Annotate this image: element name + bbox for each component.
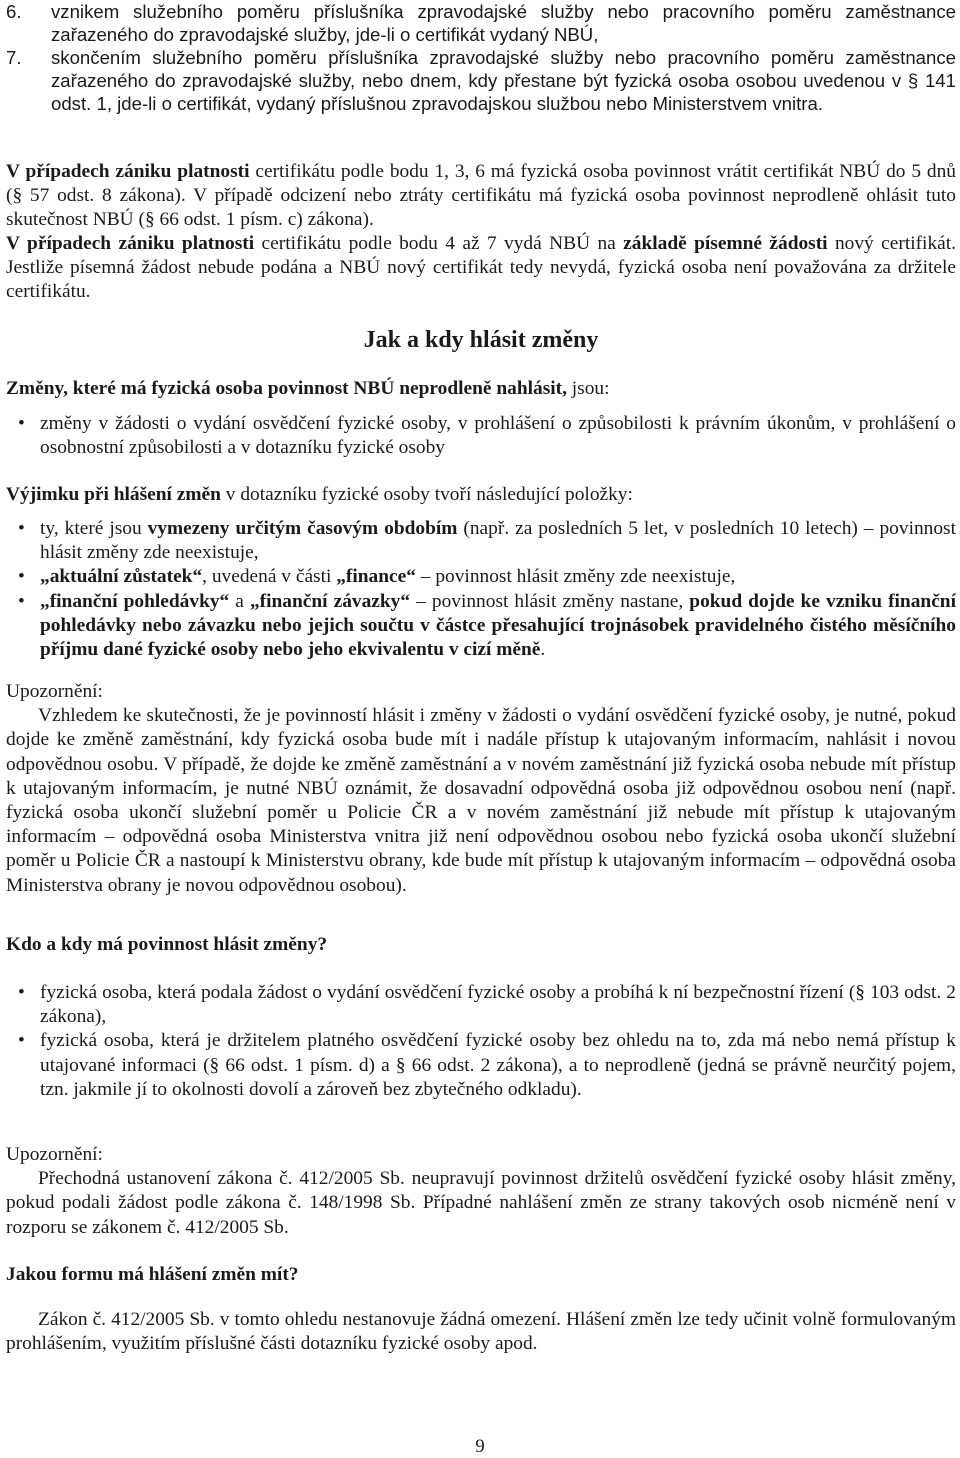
list-item: • „finanční pohledávky“ a „finanční závazky“ – povinnost hlásit změny nastane, pokud dojde ke vzniku finanční pohledávky nebo závazku nebo jejich součtu v částce přesahující trojnásobek pravidelného čistého měsíčního příjmu dané fyzické osoby nebo jeho ekvivalentu v cizí měně. — [18, 590, 956, 661]
paragraph-return-certificate — [6, 160, 956, 233]
list-item: • ty, které jsou vymezeny určitým časovým obdobím (např. za posledních 5 let, v posledních 10 letech) – povinnost hlásit změny zde neexistuje, — [18, 518, 956, 564]
bold-phrase: Změny, které má fyzická osoba povinnost NBÚ neprodleně nahlásit, — [6, 378, 567, 399]
text: certifikátu podle bodu 1, 3, 6 má fyzická osoba povinnost vrátit certifikát NBÚ do 5 dnů (§ 57 odst. 8 zákona). V případě odcizení nebo ztráty certifikátu má fyzická osoba povinnost neprodleně ohlásit tuto skutečnost NBÚ (§ 66 odst. 1 písm. c) zákona). — [6, 161, 956, 231]
text: certifikátu podle bodu 4 až 7 vydá NBÚ na — [254, 233, 624, 254]
list-item-6 — [6, 0, 956, 46]
list-item-number: 7. — [6, 47, 22, 68]
bullet-icon: • — [18, 413, 25, 434]
bold-phrase: Výjimku při hlášení změn — [6, 484, 221, 505]
list-item: • změny v žádosti o vydání osvědčení fyzické osoby, v prohlášení o způsobilosti k právním úkonům, v prohlášení o osobnostní způsobilosti a v dotazníku fyzické osoby — [18, 413, 956, 459]
warning-label: Upozornění: — [6, 1144, 103, 1165]
list-item: • fyzická osoba, která podala žádost o vydání osvědčení fyzické osoby a probíhá k ní bezpečnostní řízení (§ 103 odst. 2 zákona), — [18, 982, 956, 1028]
list-item-text: vznikem služebního poměru příslušníka zpravodajské služby nebo pracovního poměru zaměstnance zařazeného do zpravodajské služby, jde-li o certifikát vydaný NBÚ, — [51, 1, 956, 45]
bullet-icon: • — [18, 590, 25, 612]
list-item: • fyzická osoba, která je držitelem platného osvědčení fyzické osoby bez ohledu na to, zda má nebo nemá přístup k utajované informaci (§ 66 odst. 1 písm. d) a § 66 odst. 2 zákona), a to neprodleně (jedná se právně neurčitý pojem, tzn. jakmile jí to okolnosti dovolí a zároveň bez zbytečného odkladu). — [18, 1030, 956, 1100]
text: nový certifikát. Jestliže písemná žádost nebude podána a NBÚ nový certifikát tedy nevydá, fyzická osoba není považována za držitele certifikátu. — [6, 233, 956, 303]
list-item-number: 6. — [6, 1, 22, 22]
form-text: Zákon č. 412/2005 Sb. v tomto ohledu nestanovuje žádná omezení. Hlášení změn lze tedy učinit volně formulovaným prohlášením, využitím příslušné části dotazníku fyzické osoby apod. — [6, 1309, 956, 1355]
paragraph-new-certificate — [6, 232, 956, 305]
bold-phrase: V případech zániku platnosti — [6, 233, 255, 254]
bullet-icon: • — [18, 1030, 25, 1052]
changes-list — [6, 412, 956, 460]
warning-block-employment — [6, 680, 956, 898]
form-heading: Jakou formu má hlášení změn mít? — [6, 1264, 299, 1285]
numbered-list — [6, 0, 956, 115]
who-list — [6, 981, 956, 1102]
warning-text: Vzhledem ke skutečnosti, že je povinností hlásit i změny v žádosti o vydání osvědčení fyzické osoby, je nutné, pokud dojde ke změně zaměstnání, kdy fyzická osoba bude mít i nadále přístup k utajovaným informacím, nahlásit i novou odpovědnou osobu. V případě, že dojde ke změně zaměstnání a v novém zaměstnání již fyzická osoba nebude mít přístup k utajovaným informacím, je nutné NBÚ oznámit, že dosavadní odpovědná osoba již odpovědnou osobou není (např. fyzická osoba ukončí služební poměr u Policie ČR a v novém zaměstnání již nebude mít přístup k utajovaným informacím – odpovědná osoba Ministerstva vnitra již není odpovědnou osobou nebo fyzická osoba ukončí služební poměr u Policie ČR a nastoupí k Ministerstvu obrany, kde bude mít přístup k utajovaným informacím – odpovědná osoba Ministerstva obrany je novou odpovědnou osobou). — [6, 705, 956, 896]
bullet-icon: • — [18, 566, 25, 588]
text: v dotazníku fyzické osoby tvoří následující položky: — [220, 484, 633, 505]
list-item-text: skončením služebního poměru příslušníka zpravodajské služby nebo pracovního poměru zaměstnance zařazeného do zpravodajské služby, nebo dnem, kdy přestane být fyzická osoba osobou uvedenou v § 141 odst. 1, jde-li o certifikát, vydaný příslušnou zpravodajskou službou nebo Ministerstvem vnitra. — [51, 47, 956, 114]
section-title: Jak a kdy hlásit změny — [363, 327, 599, 353]
bold-phrase: základě písemné žádosti — [623, 233, 828, 254]
list-item-7 — [6, 46, 956, 115]
list-item: • „aktuální zůstatek“, uvedená v části „finance“ – povinnost hlásit změny zde neexistuje, — [6, 565, 956, 589]
warning-label: Upozornění: — [6, 681, 103, 702]
text: jsou: — [566, 378, 610, 399]
who-heading: Kdo a kdy má povinnost hlásit změny? — [6, 934, 328, 955]
warning-text: Přechodná ustanovení zákona č. 412/2005 Sb. neupravují povinnost držitelů osvědčení fyzické osoby hlásit změny, pokud podali žádost podle zákona č. 148/1998 Sb. Případné nahlášení změn ze strany takových osob nicméně není v rozporu se zákonem č. 412/2005 Sb. — [6, 1168, 956, 1238]
exception-list — [6, 517, 956, 662]
warning-block-transition — [6, 1143, 956, 1240]
bold-phrase: V případech zániku platnosti — [6, 161, 250, 182]
bullet-icon: • — [18, 982, 25, 1003]
page-number: 9 — [475, 1436, 485, 1457]
bullet-icon: • — [18, 518, 25, 539]
exception-intro — [6, 483, 956, 507]
changes-intro — [6, 377, 956, 401]
